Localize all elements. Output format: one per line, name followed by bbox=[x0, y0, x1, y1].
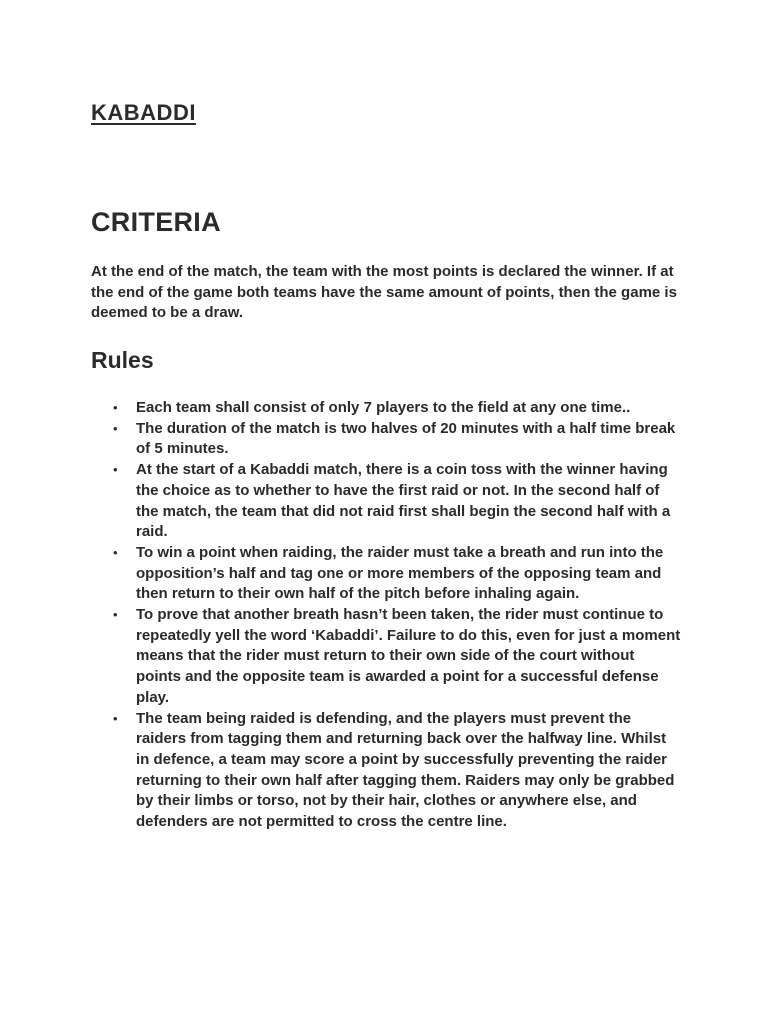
bullet-icon: • bbox=[113, 607, 118, 623]
document-title: KABADDI bbox=[91, 100, 196, 125]
rule-text: To win a point when raiding, the raider must take a breath and run into the opposition’s half and tag one or more members of the opposing team and then return to their own half of the pitch before inhaling again. bbox=[136, 543, 664, 603]
bullet-icon: • bbox=[113, 400, 118, 415]
rules-list bbox=[113, 398, 681, 833]
criteria-heading: CRITERIA bbox=[91, 207, 221, 237]
bullet-icon: • bbox=[113, 710, 118, 726]
rule-item bbox=[113, 460, 681, 543]
rule-item bbox=[113, 398, 681, 419]
bullet-icon: • bbox=[113, 420, 118, 436]
bullet-icon: • bbox=[113, 462, 118, 478]
rule-text: The duration of the match is two halves of 20 minutes with a half time break of 5 minutes. bbox=[136, 419, 676, 458]
rule-text: At the start of a Kabaddi match, there is a coin toss with the winner having the choice as to whether to have the first raid or not. In the second half of the match, the team that did not raid first shall begin the second half with a raid. bbox=[136, 461, 671, 541]
rule-item bbox=[113, 543, 681, 605]
rules-heading: Rules bbox=[91, 347, 154, 373]
rule-text: Each team shall consist of only 7 players to the field at any one time.. bbox=[136, 399, 631, 416]
criteria-paragraph: At the end of the match, the team with the most points is declared the winner. If at the end of the game both teams have the same amount of points, then the game is deemed to be a draw. bbox=[91, 263, 677, 321]
rule-item bbox=[113, 709, 681, 833]
rule-text: The team being raided is defending, and the players must prevent the raiders from tagging them and returning back over the halfway line. Whilst in defence, a team may score a point by successfully preventing the raider returning to their own half after tagging them. Raiders may only be grabbed by their limbs or torso, not by their hair, clothes or anywhere else, and defenders are not permitted to cross the centre line. bbox=[136, 709, 675, 831]
bullet-icon: • bbox=[113, 544, 118, 560]
rule-item bbox=[113, 419, 681, 460]
rule-item bbox=[113, 605, 681, 709]
rule-text: To prove that another breath hasn’t been taken, the rider must continue to repeatedly yell the word ‘Kabaddi’. Failure to do this, even for just a moment means that the rider must return to their own side of the court without points and the opposite team is awarded a point for a successful defense play. bbox=[136, 606, 681, 706]
